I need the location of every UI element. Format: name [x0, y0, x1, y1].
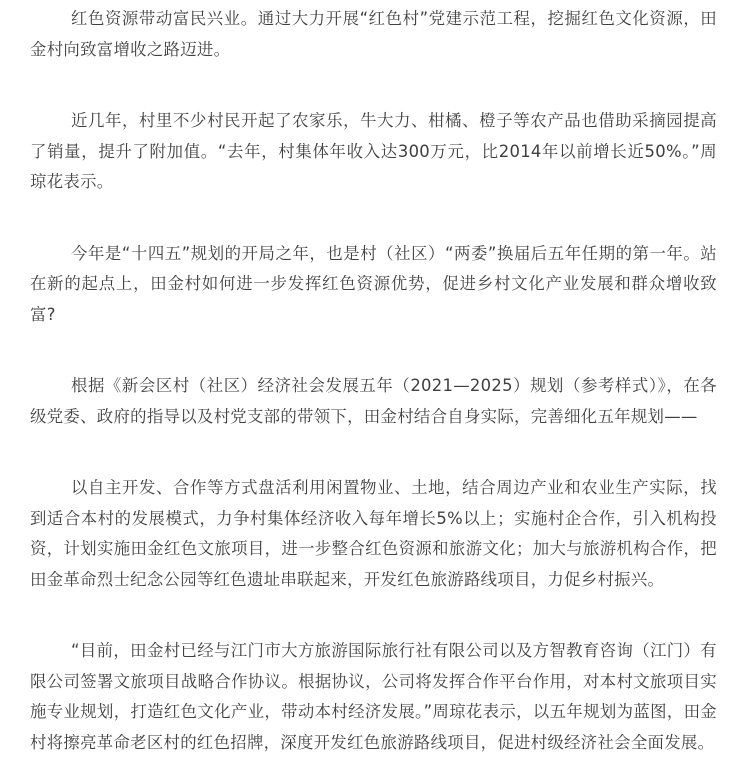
- paragraph-2: 近几年，村里不少村民开起了农家乐，牛大力、柑橘、橙子等农产品也借助采摘园提高了销量，提升了附加值。“去年，村集体年收入达300万元，比2014年以前增长近50%。”周琼花表示。: [30, 111, 717, 191]
- paragraph-1: 红色资源带动富民兴业。通过大力开展“红色村”党建示范工程，挖掘红色文化资源，田金村向致富增收之路迈进。: [30, 9, 717, 59]
- paragraph-4: 根据《新会区村（社区）经济社会发展五年（2021—2025）规划（参考样式）》，在各级党委、政府的指导以及村党支部的带领下，田金村结合自身实际，完善细化五年规划——: [30, 376, 717, 426]
- paragraph-3: 今年是“十四五”规划的开局之年，也是村（社区）“两委”换届后五年任期的第一年。站在新的起点上，田金村如何进一步发挥红色资源优势，促进乡村文化产业发展和群众增收致富?: [30, 243, 717, 324]
- paragraph-6: “目前，田金村已经与江门市大方旅游国际旅行社有限公司以及方智教育咨询（江门）有限公司签署文旅项目战略合作协议。根据协议，公司将发挥合作平台作用，对本村文旅项目实施专业规划，打造红色文化产业，带动本村经济发展。”周琼花表示，以五年规划为蓝图，田金村将擦亮革命老区村的红色招牌，深度开发红色旅游路线项目，促进村级经济社会全面发展。: [30, 641, 717, 752]
- paragraph-5: 以自主开发、合作等方式盘活利用闲置物业、土地，结合周边产业和农业生产实际，找到适合本村的发展模式，力争村集体经济收入每年增长5%以上；实施村企合作，引入机构投资，计划实施田金红色文旅项目，进一步整合红色资源和旅游文化；加大与旅游机构合作，把田金革命烈士纪念公园等红色遗址串联起来，开发红色旅游路线项目，力促乡村振兴。: [30, 478, 717, 589]
